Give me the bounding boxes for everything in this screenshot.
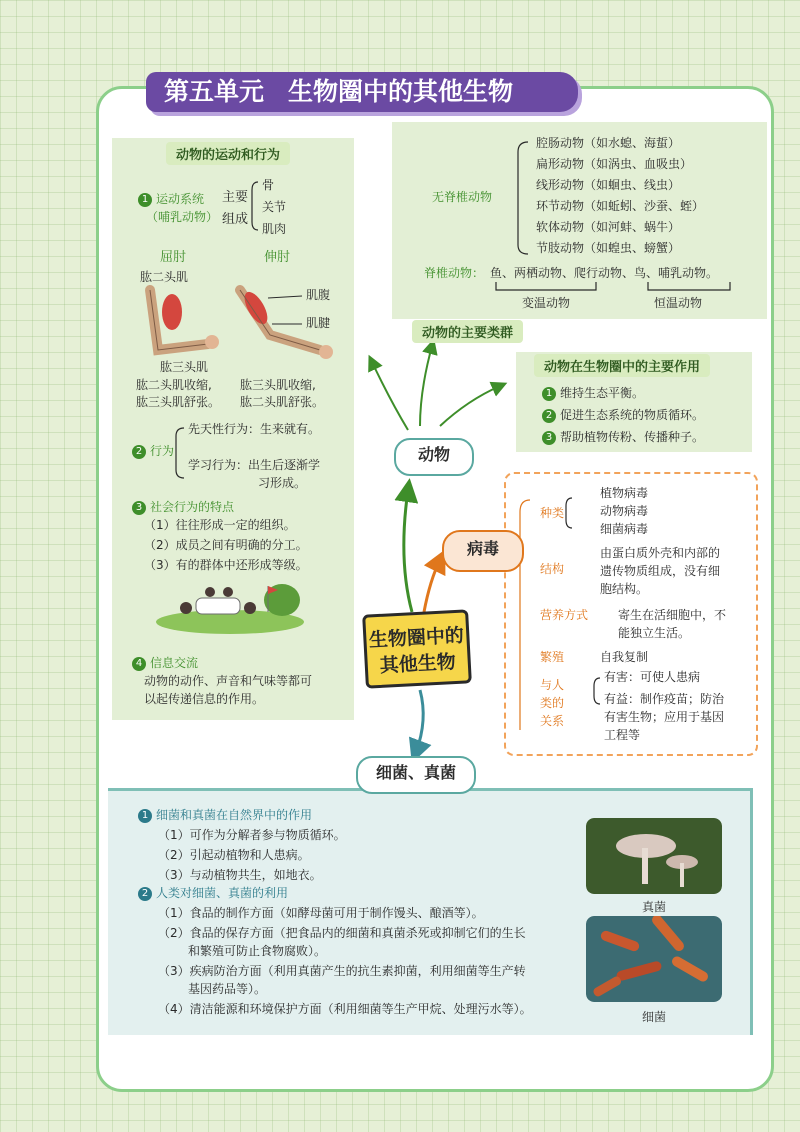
bacteria-use-3: （3）疾病防治方面（利用真菌产生的抗生素抑菌，利用细菌等生产转 bbox=[158, 964, 526, 978]
bacteria-role-1: （1）可作为分解者参与物质循环。 bbox=[158, 828, 346, 842]
bacteria-use-2: （2）食品的保存方面（把食品内的细菌和真菌杀死或抑制它们的生长 bbox=[158, 926, 526, 940]
vertebrate-label: 脊椎动物： bbox=[424, 266, 485, 280]
virus-kinds-label: 种类 bbox=[540, 506, 565, 520]
virus-benefit-2: 有害生物；应用于基因 bbox=[604, 710, 725, 724]
fungus-caption: 真菌 bbox=[642, 900, 667, 914]
virus-relation-label-3: 关系 bbox=[540, 714, 565, 728]
bacteria-use-2b: 和繁殖可防止食物腐败）。 bbox=[188, 944, 327, 958]
info-title: 4 信息交流 bbox=[132, 654, 198, 672]
bacteria-caption: 细菌 bbox=[642, 1010, 667, 1024]
muscle-belly-label: 肌腹 bbox=[306, 288, 331, 302]
virus-repro: 自我复制 bbox=[600, 650, 649, 664]
bacteria-use-4: （4）清洁能源和环境保护方面（利用细菌等生产甲烷、处理污水等）。 bbox=[158, 1002, 532, 1016]
social-item-2: （2）成员之间有明确的分工。 bbox=[144, 538, 308, 552]
learned-behavior-2: 习形成。 bbox=[258, 476, 307, 490]
virus-kind-2: 动物病毒 bbox=[600, 504, 649, 518]
role-item-3: 3 帮助植物传粉、传播种子。 bbox=[542, 428, 704, 446]
movement-heading: 动物的运动和行为 bbox=[166, 142, 290, 165]
animal-node: 动物 bbox=[394, 438, 474, 476]
arrow-to-bacteria bbox=[416, 690, 423, 752]
virus-structure-label: 结构 bbox=[540, 562, 565, 576]
main-label: 主要 bbox=[222, 190, 249, 205]
flex-desc-2: 肱三头肌舒张。 bbox=[136, 395, 221, 409]
extend-label: 伸肘 bbox=[264, 250, 291, 265]
cold-blooded-label: 变温动物 bbox=[522, 296, 571, 310]
virus-relation-label-1: 与人 bbox=[540, 678, 565, 692]
invert-item-3: 线形动物（如蛔虫、线虫） bbox=[536, 178, 681, 192]
invert-item-6: 节肢动物（如蝗虫、螃蟹） bbox=[536, 241, 681, 255]
central-topic-line-1: 生物圈中的 bbox=[368, 624, 465, 652]
bacteria-use-3b: 基因药品等）。 bbox=[188, 982, 267, 996]
compose-label: 组成 bbox=[222, 212, 249, 227]
central-topic-line-2: 其他生物 bbox=[379, 651, 457, 677]
flexed-arm bbox=[150, 290, 219, 350]
virus-kind-1: 植物病毒 bbox=[600, 486, 649, 500]
motion-system-label: 1 运动系统 bbox=[138, 190, 204, 208]
virus-nutrition-1: 寄生在活细胞中，不 bbox=[618, 608, 727, 622]
role-item-1: 1 维持生态平衡。 bbox=[542, 384, 644, 402]
ants-illustration bbox=[150, 580, 310, 636]
virus-structure-1: 由蛋白质外壳和内部的 bbox=[600, 546, 721, 560]
info-line-1: 动物的动作、声音和气味等都可 bbox=[144, 674, 313, 688]
tendon-label: 肌腱 bbox=[306, 316, 331, 330]
bacteria-role-2: （2）引起动植物和人患病。 bbox=[158, 848, 310, 862]
invert-item-1: 腔肠动物（如水螅、海蜇） bbox=[536, 136, 681, 150]
unit-number: 第五单元 bbox=[164, 77, 265, 106]
part-bone: 骨 bbox=[262, 178, 275, 192]
invert-item-5: 软体动物（如河蚌、蜗牛） bbox=[536, 220, 681, 234]
social-title: 3 社会行为的特点 bbox=[132, 498, 234, 516]
warm-blooded-label: 恒温动物 bbox=[654, 296, 703, 310]
bacteria-role-3: （3）与动植物共生，如地衣。 bbox=[158, 868, 322, 882]
vertebrate-list: 鱼、两栖动物、爬行动物、鸟、哺乳动物。 bbox=[490, 266, 719, 280]
invert-item-4: 环节动物（如蚯蚓、沙蚕、蛭） bbox=[536, 199, 705, 213]
virus-relation-label-2: 类的 bbox=[540, 696, 565, 710]
virus-nutrition-label: 营养方式 bbox=[540, 608, 589, 622]
part-muscle: 肌肉 bbox=[262, 222, 287, 236]
flex-label: 屈肘 bbox=[160, 250, 187, 265]
virus-repro-label: 繁殖 bbox=[540, 650, 565, 664]
virus-benefit-3: 工程等 bbox=[604, 728, 641, 742]
unit-title: 生物圈中的其他生物 bbox=[288, 77, 514, 106]
virus-structure-3: 胞结构。 bbox=[600, 582, 649, 596]
virus-nutrition-2: 能独立生活。 bbox=[618, 626, 691, 640]
biceps-label: 肱二头肌 bbox=[140, 270, 189, 284]
motion-system-sub: （哺乳动物） bbox=[146, 210, 219, 224]
roles-heading: 动物在生物圈中的主要作用 bbox=[534, 354, 710, 377]
role-item-2: 2 促进生态系统的物质循环。 bbox=[542, 406, 704, 424]
virus-node: 病毒 bbox=[442, 530, 524, 572]
bacteria-title-2: 2 人类对细菌、真菌的利用 bbox=[138, 884, 288, 902]
part-joint: 关节 bbox=[262, 200, 287, 214]
learned-behavior-1: 学习行为：出生后逐渐学 bbox=[188, 458, 321, 472]
arrow-to-virus bbox=[424, 560, 440, 612]
virus-harm: 有害：可使人患病 bbox=[604, 670, 701, 684]
social-item-1: （1）往往形成一定的组织。 bbox=[144, 518, 296, 532]
behavior-title: 2 行为 bbox=[132, 442, 174, 460]
virus-kind-3: 细菌病毒 bbox=[600, 522, 649, 536]
bacteria-photo bbox=[586, 916, 722, 1002]
social-item-3: （3）有的群体中还形成等级。 bbox=[144, 558, 308, 572]
innate-behavior: 先天性行为：生来就有。 bbox=[188, 422, 321, 436]
central-topic bbox=[362, 609, 472, 688]
extend-desc-1: 肱三头肌收缩, bbox=[240, 378, 316, 392]
invertebrate-label: 无脊椎动物 bbox=[432, 190, 493, 204]
bacteria-use-1: （1）食品的制作方面（如酵母菌可用于制作馒头、酿酒等）。 bbox=[158, 906, 484, 920]
classes-tag: 动物的主要类群 bbox=[412, 320, 523, 343]
virus-benefit-1: 有益：制作疫苗；防治 bbox=[604, 692, 725, 706]
invert-item-2: 扁形动物（如涡虫、血吸虫） bbox=[536, 157, 693, 171]
flex-desc-1: 肱二头肌收缩, bbox=[136, 378, 212, 392]
bacteria-fungi-node: 细菌、真菌 bbox=[356, 756, 476, 794]
extend-desc-2: 肱二头肌舒张。 bbox=[240, 395, 325, 409]
fungus-photo bbox=[586, 818, 722, 894]
arrow-to-animal bbox=[404, 490, 412, 612]
bacteria-title-1: 1 细菌和真菌在自然界中的作用 bbox=[138, 806, 312, 824]
info-line-2: 以起传递信息的作用。 bbox=[144, 692, 265, 706]
triceps-label: 肱三头肌 bbox=[160, 360, 209, 374]
virus-structure-2: 遗传物质组成，没有细 bbox=[600, 564, 721, 578]
